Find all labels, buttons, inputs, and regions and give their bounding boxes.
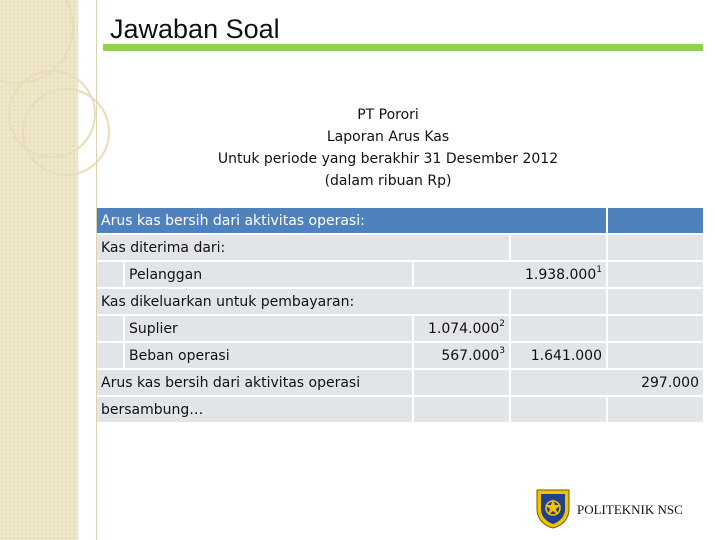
opex-amount-value: 567.000 bbox=[441, 347, 500, 364]
title-underline bbox=[103, 44, 703, 51]
cash-paid-subtotal: 1.641.000 bbox=[511, 343, 606, 368]
table-cell bbox=[608, 208, 703, 233]
table-cell bbox=[608, 235, 703, 260]
table-cell bbox=[97, 316, 123, 341]
table-cell bbox=[511, 397, 606, 422]
politeknik-nsc-shield-icon bbox=[535, 487, 571, 529]
footnote-marker: 1 bbox=[596, 264, 602, 275]
operating-activities-header: Arus kas bersih dari aktivitas operasi: bbox=[97, 208, 606, 233]
table-row bbox=[97, 262, 703, 287]
table-cell bbox=[414, 370, 509, 395]
company-name: PT Porori bbox=[357, 107, 419, 123]
report-period: Untuk periode yang berakhir 31 Desember 2012 bbox=[217, 151, 559, 167]
cash-paid-label: Kas dikeluarkan untuk pembayaran: bbox=[97, 289, 509, 314]
supplier-label: Suplier bbox=[125, 316, 412, 341]
table-row bbox=[97, 343, 703, 368]
supplier-amount bbox=[414, 316, 509, 341]
table-cell bbox=[414, 397, 509, 422]
report-name: Laporan Arus Kas bbox=[326, 129, 450, 145]
table-cell bbox=[97, 343, 123, 368]
table-cell bbox=[608, 343, 703, 368]
table-cell bbox=[608, 316, 703, 341]
table-cell bbox=[97, 262, 123, 287]
footnote-marker: 3 bbox=[499, 345, 505, 356]
table-row bbox=[97, 316, 703, 341]
table-row bbox=[97, 289, 703, 314]
institution-name: POLITEKNIK NSC bbox=[577, 502, 683, 517]
table-cell bbox=[608, 397, 703, 422]
slide-title: Jawaban Soal bbox=[110, 14, 280, 44]
table-row bbox=[97, 235, 703, 260]
cash-received-label: Kas diterima dari: bbox=[97, 235, 509, 260]
table-cell bbox=[608, 262, 703, 287]
customers-amount bbox=[414, 262, 606, 287]
opex-label: Beban operasi bbox=[125, 343, 412, 368]
continued-label: bersambung… bbox=[97, 397, 412, 422]
opex-amount bbox=[414, 343, 509, 368]
table-cell bbox=[511, 235, 606, 260]
net-operating-amount: 297.000 bbox=[511, 370, 703, 395]
table-row bbox=[97, 370, 703, 395]
table-cell bbox=[511, 289, 606, 314]
customers-amount-value: 1.938.000 bbox=[525, 266, 597, 283]
footnote-marker: 2 bbox=[499, 318, 505, 329]
table-row bbox=[97, 397, 703, 422]
decorative-sidebar bbox=[0, 0, 78, 540]
table-cell bbox=[511, 316, 606, 341]
supplier-amount-value: 1.074.000 bbox=[428, 320, 500, 337]
report-heading bbox=[160, 104, 616, 192]
net-operating-label: Arus kas bersih dari aktivitas operasi bbox=[97, 370, 412, 395]
table-row bbox=[97, 208, 703, 233]
table-cell bbox=[608, 289, 703, 314]
cash-flow-table bbox=[95, 206, 705, 424]
customers-label: Pelanggan bbox=[125, 262, 412, 287]
report-unit: (dalam ribuan Rp) bbox=[324, 173, 452, 189]
